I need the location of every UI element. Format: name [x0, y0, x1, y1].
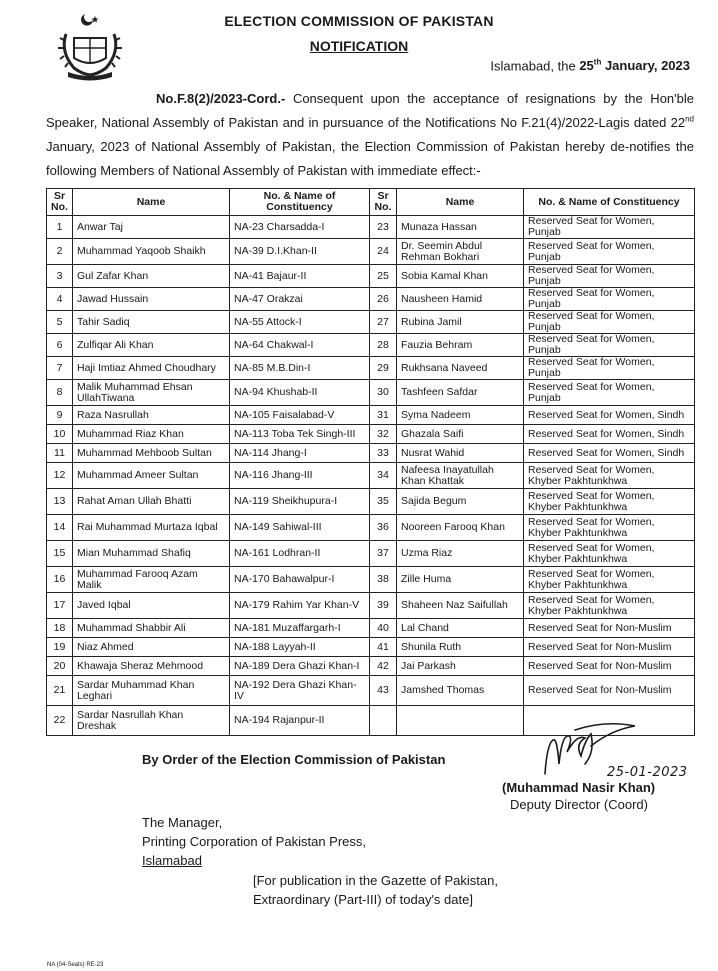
table-row [47, 334, 695, 357]
table-header-row [47, 189, 695, 216]
table-row [47, 380, 695, 406]
table-row [47, 311, 695, 334]
gazette-note-line-2: Extraordinary (Part-III) of today's date] [253, 892, 473, 907]
cell-sr-2: 34 [370, 463, 397, 489]
addressee-line-3: Islamabad [142, 853, 202, 868]
table-row [47, 425, 695, 444]
cell-name-2: Nooreen Farooq Khan [397, 515, 524, 541]
cell-constituency: NA-41 Bajaur-II [230, 265, 370, 288]
table-row [47, 406, 695, 425]
cell-name: Anwar Taj [73, 216, 230, 239]
cell-sr: 10 [47, 425, 73, 444]
cell-name: Muhammad Ameer Sultan [73, 463, 230, 489]
cell-constituency-2: Reserved Seat for Women, Khyber Pakhtunkhwa [524, 489, 695, 515]
table-row [47, 676, 695, 706]
table-row [47, 593, 695, 619]
cell-sr: 17 [47, 593, 73, 619]
cell-sr: 4 [47, 288, 73, 311]
date-day: 25 [579, 58, 594, 74]
cell-sr-2: 27 [370, 311, 397, 334]
cell-constituency: NA-116 Jhang-III [230, 463, 370, 489]
cell-sr-2: 37 [370, 541, 397, 567]
date-month-year: January, 2023 [601, 58, 690, 74]
cell-constituency-2: Reserved Seat for Women, Punjab [524, 265, 695, 288]
intro-date-suffix: nd [685, 114, 694, 124]
cell-name-2: Syma Nadeem [397, 406, 524, 425]
cell-sr-2: 36 [370, 515, 397, 541]
table-row [47, 239, 695, 265]
cell-name-2: Nusrat Wahid [397, 444, 524, 463]
cell-constituency-2: Reserved Seat for Women, Punjab [524, 311, 695, 334]
cell-sr: 19 [47, 638, 73, 657]
cell-sr: 8 [47, 380, 73, 406]
intro-text-part2: January, 2023 of National Assembly of Pakistan, the Election Commission of Pakistan hereby de-notifies the following Members of National Assembly of Pakistan with immediate effect:- [46, 139, 694, 178]
cell-constituency: NA-94 Khushab-II [230, 380, 370, 406]
cell-name: Muhammad Riaz Khan [73, 425, 230, 444]
cell-name-2: Lal Chand [397, 619, 524, 638]
column-header-sr: Sr No. [47, 189, 73, 216]
cell-name-2: Tashfeen Safdar [397, 380, 524, 406]
cell-name-2: Jai Parkash [397, 657, 524, 676]
cell-name: Tahir Sadiq [73, 311, 230, 334]
column-header-sr-2: Sr No. [370, 189, 397, 216]
table-row [47, 265, 695, 288]
cell-sr-2: 24 [370, 239, 397, 265]
cell-sr: 6 [47, 334, 73, 357]
cell-name: Jawad Hussain [73, 288, 230, 311]
cell-sr: 20 [47, 657, 73, 676]
cell-constituency: NA-179 Rahim Yar Khan-V [230, 593, 370, 619]
place-prefix: Islamabad, the [490, 58, 580, 74]
table-row [47, 444, 695, 463]
cell-sr: 2 [47, 239, 73, 265]
addressee-line-2: Printing Corporation of Pakistan Press, [142, 834, 366, 849]
cell-sr-2: 40 [370, 619, 397, 638]
cell-constituency: NA-194 Rajanpur-II [230, 706, 370, 736]
document-type-heading [0, 38, 718, 54]
organization-title: ELECTION COMMISSION OF PAKISTAN [224, 13, 494, 29]
cell-constituency-2: Reserved Seat for Women, Sindh [524, 406, 695, 425]
cell-sr: 11 [47, 444, 73, 463]
cell-constituency: NA-114 Jhang-I [230, 444, 370, 463]
cell-name-2: Fauzia Behram [397, 334, 524, 357]
cell-sr: 7 [47, 357, 73, 380]
cell-constituency-2: Reserved Seat for Women, Punjab [524, 239, 695, 265]
cell-sr-2: 38 [370, 567, 397, 593]
footer-reference-code: NA (04-Seats) RE-23 [47, 962, 104, 968]
cell-name: Niaz Ahmed [73, 638, 230, 657]
cell-name-2: Dr. Seemin Abdul Rehman Bokhari [397, 239, 524, 265]
cell-constituency: NA-192 Dera Ghazi Khan-IV [230, 676, 370, 706]
cell-constituency-2: Reserved Seat for Women, Punjab [524, 216, 695, 239]
table-row [47, 619, 695, 638]
cell-sr-2 [370, 706, 397, 736]
cell-constituency: NA-161 Lodhran-II [230, 541, 370, 567]
cell-sr: 3 [47, 265, 73, 288]
table-row [47, 515, 695, 541]
place-and-date [490, 58, 690, 73]
cell-constituency: NA-55 Attock-I [230, 311, 370, 334]
by-order-line: By Order of the Election Commission of Pakistan [142, 752, 446, 767]
cell-constituency: NA-113 Toba Tek Singh-III [230, 425, 370, 444]
intro-text-part1: Consequent upon the acceptance of resignations by the Hon'ble Speaker, National Assembly of Pakistan and in pursuance of the Notifications No F.21(4)/2022-Lagis dated 22 [46, 91, 694, 130]
cell-constituency: NA-188 Layyah-II [230, 638, 370, 657]
cell-constituency: NA-181 Muzaffargarh-I [230, 619, 370, 638]
cell-constituency-2: Reserved Seat for Women, Khyber Pakhtunkhwa [524, 515, 695, 541]
cell-name: Khawaja Sheraz Mehmood [73, 657, 230, 676]
cell-name-2: Sajida Begum [397, 489, 524, 515]
table-row [47, 288, 695, 311]
signatory-designation: Deputy Director (Coord) [510, 797, 648, 812]
cell-sr: 12 [47, 463, 73, 489]
cell-constituency-2: Reserved Seat for Women, Punjab [524, 357, 695, 380]
cell-name-2: Ghazala Saifi [397, 425, 524, 444]
cell-name: Rahat Aman Ullah Bhatti [73, 489, 230, 515]
cell-sr: 14 [47, 515, 73, 541]
cell-sr-2: 23 [370, 216, 397, 239]
cell-constituency-2: Reserved Seat for Non-Muslim [524, 638, 695, 657]
date-day-suffix: th [593, 58, 602, 67]
cell-constituency-2: Reserved Seat for Non-Muslim [524, 657, 695, 676]
cell-constituency: NA-47 Orakzai [230, 288, 370, 311]
cell-name-2: Shunila Ruth [397, 638, 524, 657]
cell-name-2: Rubina Jamil [397, 311, 524, 334]
cell-constituency: NA-119 Sheikhupura-I [230, 489, 370, 515]
cell-sr: 16 [47, 567, 73, 593]
table-row [47, 489, 695, 515]
cell-name: Rai Muhammad Murtaza Iqbal [73, 515, 230, 541]
addressee-line-1: The Manager, [142, 815, 223, 830]
cell-name: Muhammad Shabbir Ali [73, 619, 230, 638]
table-row [47, 657, 695, 676]
column-header-constituency-2: No. & Name of Constituency [524, 189, 695, 216]
cell-constituency-2: Reserved Seat for Women, Khyber Pakhtunkhwa [524, 567, 695, 593]
column-header-constituency: No. & Name of Constituency [230, 189, 370, 216]
cell-name-2: Nausheen Hamid [397, 288, 524, 311]
cell-sr-2: 31 [370, 406, 397, 425]
cell-constituency: NA-170 Bahawalpur-I [230, 567, 370, 593]
cell-name: Gul Zafar Khan [73, 265, 230, 288]
document-type-text: NOTIFICATION [309, 38, 409, 54]
cell-name-2: Zille Huma [397, 567, 524, 593]
table-row [47, 357, 695, 380]
cell-name: Muhammad Yaqoob Shaikh [73, 239, 230, 265]
cell-name: Raza Nasrullah [73, 406, 230, 425]
intro-paragraph [46, 87, 694, 183]
cell-sr-2: 39 [370, 593, 397, 619]
cell-sr-2: 29 [370, 357, 397, 380]
cell-name-2: Sobia Kamal Khan [397, 265, 524, 288]
cell-name: Malik Muhammad Ehsan UllahTiwana [73, 380, 230, 406]
signature-date: 25-01-2023 [607, 765, 688, 780]
cell-sr: 18 [47, 619, 73, 638]
cell-sr-2: 26 [370, 288, 397, 311]
members-table [46, 188, 695, 736]
table-row [47, 216, 695, 239]
cell-name-2: Jamshed Thomas [397, 676, 524, 706]
cell-sr-2: 32 [370, 425, 397, 444]
cell-constituency: NA-23 Charsadda-I [230, 216, 370, 239]
reference-number: No.F.8(2)/2023-Cord.- [156, 91, 286, 106]
cell-constituency-2: Reserved Seat for Women, Khyber Pakhtunkhwa [524, 593, 695, 619]
cell-name: Sardar Nasrullah Khan Dreshak [73, 706, 230, 736]
cell-sr-2: 42 [370, 657, 397, 676]
cell-constituency: NA-64 Chakwal-I [230, 334, 370, 357]
table-row [47, 567, 695, 593]
cell-sr: 22 [47, 706, 73, 736]
cell-sr: 21 [47, 676, 73, 706]
cell-sr: 1 [47, 216, 73, 239]
cell-sr-2: 43 [370, 676, 397, 706]
column-header-name-2: Name [397, 189, 524, 216]
cell-sr-2: 41 [370, 638, 397, 657]
cell-name: Muhammad Farooq Azam Malik [73, 567, 230, 593]
cell-name: Javed Iqbal [73, 593, 230, 619]
cell-constituency: NA-149 Sahiwal-III [230, 515, 370, 541]
cell-constituency-2: Reserved Seat for Non-Muslim [524, 676, 695, 706]
cell-sr-2: 28 [370, 334, 397, 357]
cell-name: Muhammad Mehboob Sultan [73, 444, 230, 463]
cell-constituency-2: Reserved Seat for Women, Sindh [524, 425, 695, 444]
table-row [47, 541, 695, 567]
table-row [47, 463, 695, 489]
cell-name: Mian Muhammad Shafiq [73, 541, 230, 567]
cell-sr-2: 33 [370, 444, 397, 463]
cell-constituency-2: Reserved Seat for Women, Punjab [524, 288, 695, 311]
cell-sr: 9 [47, 406, 73, 425]
cell-sr-2: 30 [370, 380, 397, 406]
cell-name: Zulfiqar Ali Khan [73, 334, 230, 357]
cell-constituency-2: Reserved Seat for Women, Sindh [524, 444, 695, 463]
signatory-name: (Muhammad Nasir Khan) [502, 780, 656, 795]
cell-constituency: NA-189 Dera Ghazi Khan-I [230, 657, 370, 676]
cell-constituency-2: Reserved Seat for Non-Muslim [524, 619, 695, 638]
cell-sr-2: 25 [370, 265, 397, 288]
cell-name: Sardar Muhammad Khan Leghari [73, 676, 230, 706]
cell-constituency-2: Reserved Seat for Women, Khyber Pakhtunkhwa [524, 541, 695, 567]
cell-name-2 [397, 706, 524, 736]
cell-sr: 5 [47, 311, 73, 334]
table-row [47, 638, 695, 657]
members-table-body [47, 216, 695, 736]
cell-name-2: Uzma Riaz [397, 541, 524, 567]
cell-constituency: NA-85 M.B.Din-I [230, 357, 370, 380]
gazette-note-line-1: [For publication in the Gazette of Pakistan, [253, 873, 498, 888]
cell-sr: 13 [47, 489, 73, 515]
cell-name-2: Rukhsana Naveed [397, 357, 524, 380]
cell-name: Haji Imtiaz Ahmed Choudhary [73, 357, 230, 380]
column-header-name: Name [73, 189, 230, 216]
cell-constituency-2: Reserved Seat for Women, Khyber Pakhtunkhwa [524, 463, 695, 489]
date-value [579, 58, 690, 73]
cell-name-2: Munaza Hassan [397, 216, 524, 239]
cell-constituency-2: Reserved Seat for Women, Punjab [524, 380, 695, 406]
cell-constituency: NA-105 Faisalabad-V [230, 406, 370, 425]
cell-constituency: NA-39 D.I.Khan-II [230, 239, 370, 265]
cell-name-2: Shaheen Naz Saifullah [397, 593, 524, 619]
cell-constituency-2: Reserved Seat for Women, Punjab [524, 334, 695, 357]
cell-sr-2: 35 [370, 489, 397, 515]
cell-sr: 15 [47, 541, 73, 567]
cell-name-2: Nafeesa Inayatullah Khan Khattak [397, 463, 524, 489]
